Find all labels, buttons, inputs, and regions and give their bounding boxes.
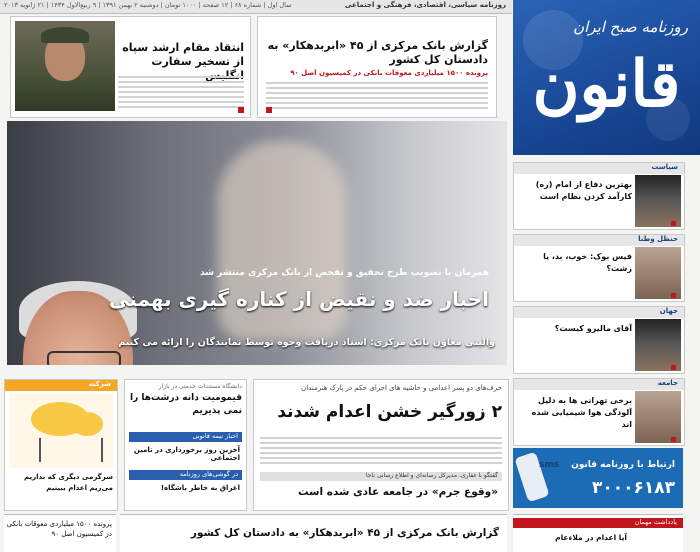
bank-more-marker <box>266 107 272 113</box>
story-subline: گفتگو با غفاری، مدیرکل رسانه‌ای و اطلاع رسانی ناجا <box>260 472 502 481</box>
right-item-photo <box>635 319 681 371</box>
right-item-marker <box>671 293 676 298</box>
bottom-left-text: پرونده ۱۵۰۰ میلیاردی معوقات بانکی در کمیسیون اصل ۹۰ <box>6 520 112 538</box>
right-item-text: فیس بوک: خوب، بد، یا زشت؟ <box>543 252 632 273</box>
middle-tag-label: اخبار نیمه قانونی <box>192 432 238 440</box>
right-item-category: جهان <box>659 307 678 315</box>
sms-label: sms <box>539 460 560 470</box>
right-item-politics[interactable] <box>513 162 685 230</box>
story-box-bank[interactable] <box>257 16 497 118</box>
right-item-facebook[interactable] <box>513 234 685 302</box>
middle-headline: قیمومیت دانه درشت‌ها را نمی پذیریم <box>129 393 242 416</box>
right-item-photo <box>635 175 681 227</box>
right-item-category: جامعه <box>657 379 678 387</box>
bottom-right-teaser[interactable] <box>513 514 683 552</box>
story-kicker: حرف‌های دو پسر اعدامی و حاشیه های اجرای حکم در پارک هنرمندان <box>301 384 502 392</box>
right-item-marker <box>671 437 676 442</box>
bottom-right-category: یادداشت مهمان <box>634 518 677 526</box>
bottom-center-headline: گزارش بانک مرکزی از ۴۵ «ابربدهکار» به دادستان کل کشور <box>190 527 499 539</box>
story-headline: ۲ زورگیر خشن اعدام شدند <box>277 402 502 422</box>
cartoon-illustration <box>9 394 113 468</box>
right-item-marker <box>671 365 676 370</box>
right-item-text: آقای مالیرو کیست؟ <box>554 324 632 333</box>
cartoon-legs <box>39 438 103 462</box>
middle-tag-label: در گوشی‌های روزنامه <box>179 470 238 478</box>
issue-dateline: سال اول | شماره ۶۸ | ۱۲ صفحه | ۱۰۰۰ تومان | دوشنبه ۲ بهمن ۱۳۹۱ | ۹ ربیع‌الاول ۱۴۳۴ | ۲۱ ژانویه ۲۰۱۳ <box>4 1 292 9</box>
raised-hand-blur <box>217 141 347 341</box>
middle-kicker: دانشگاه مستندات خدمتی در بازار <box>158 383 242 390</box>
masthead-subtitle: روزنامه صبح ایران <box>573 18 688 36</box>
newspaper-tagline: روزنامه سیاسی، اقتصادی، فرهنگی و اجتماعی <box>344 1 506 9</box>
right-item-photo <box>635 391 681 443</box>
right-item-society[interactable] <box>513 378 685 446</box>
bank-body-text <box>266 79 488 109</box>
cartoon-box[interactable] <box>4 379 118 511</box>
ad-line: ارتباط با روزنامه قانون <box>571 460 675 470</box>
hero-headline: اخبار ضد و نقیض از کناره گیری بهمنی <box>109 287 489 311</box>
cartoon-category: شرکته <box>88 380 111 388</box>
masthead-title: قانون <box>532 47 681 122</box>
bottom-center-teaser[interactable] <box>120 514 507 552</box>
middle-item[interactable]: اغراق به خاطر باشگاه! <box>160 484 240 492</box>
sms-contact-ad[interactable] <box>513 448 683 508</box>
right-item-text: بهترین دفاع از امام (ره) کارآمد کردن نظام است <box>535 180 632 201</box>
middle-tag <box>129 432 242 442</box>
bottom-left-teaser[interactable] <box>4 514 116 552</box>
middle-tag <box>129 470 242 480</box>
bank-headline: گزارش بانک مرکزی از ۴۵ «ابربدهکار» به دادستان کل کشور <box>267 39 488 66</box>
story-headline-secondary: «وقوع جرم» در جامعه عادی شده است <box>298 486 498 498</box>
general-more-marker <box>238 107 244 113</box>
right-item-band <box>514 307 684 318</box>
general-body-text <box>118 73 244 108</box>
bottom-right-text: آیا اعدام در ملاءعام <box>555 533 627 542</box>
middle-story-column[interactable] <box>124 379 247 511</box>
cartoon-caption: سرگرمی دیگری که نداریم می‌ریم اعدام ببینیم <box>24 473 113 492</box>
hero-kicker: همزمان با تصویب طرح تحقیق و تفحص از بانک مرکزی منتشر شد <box>199 268 489 278</box>
story-body-text <box>260 434 502 464</box>
right-item-world[interactable] <box>513 306 685 374</box>
story-box-general[interactable] <box>10 16 251 118</box>
general-portrait-photo <box>15 21 115 111</box>
right-item-category: سیاست <box>651 163 678 171</box>
right-item-text: برخی تهرانی ها به دلیل آلودگی هوا شیمیایی شده اند <box>531 396 632 429</box>
right-item-category: حنظل وطنا <box>638 235 678 243</box>
cartoon-shape <box>71 412 103 436</box>
masthead-logo <box>513 0 700 155</box>
right-item-photo <box>635 247 681 299</box>
ad-number: ۳۰۰۰۶۱۸۳ <box>591 478 675 498</box>
top-info-strip <box>0 0 512 14</box>
bank-red-line: پرونده ۱۵۰۰ میلیاردی معوقات بانکی در کمیسیون اصل ۹۰ <box>290 69 488 77</box>
portrait-beret <box>41 27 89 43</box>
right-item-marker <box>671 221 676 226</box>
general-headline: انتقاد مقام ارشد سپاه از تسخیر سفارت <box>122 41 244 68</box>
hero-photo-story[interactable] <box>7 121 507 365</box>
middle-item[interactable]: آخرین روز برخورداری در تامین اجتماعی <box>133 446 240 462</box>
hero-deck: والیتی معاون بانک مرکزی: اسناد دریافت وجوه توسط نمایندگان را ارائه می کنیم <box>118 337 495 348</box>
execution-story[interactable] <box>253 379 509 511</box>
portrait-glasses <box>47 351 121 365</box>
